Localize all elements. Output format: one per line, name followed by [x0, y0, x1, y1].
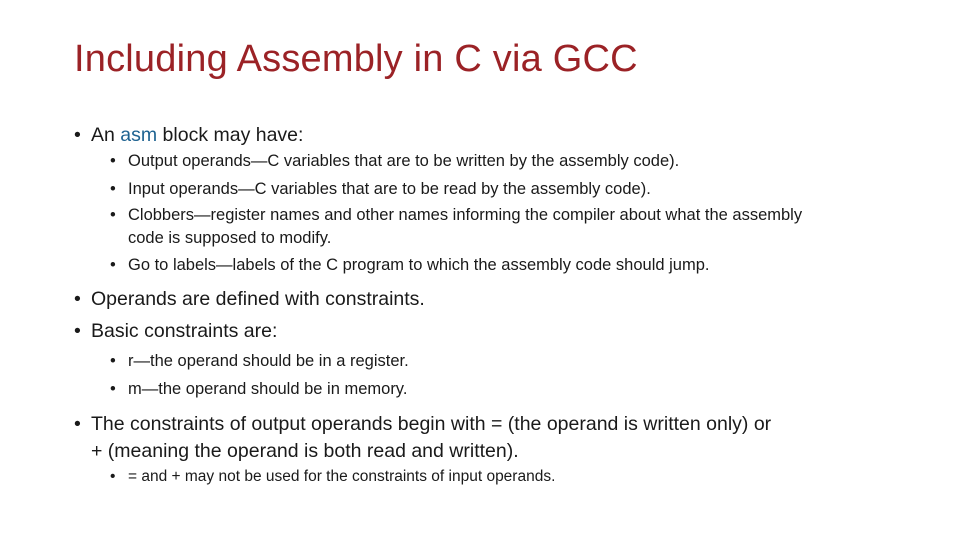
bullet-dot: •	[110, 152, 116, 170]
bullet-dot: •	[74, 320, 81, 342]
sub-bullet-text: code is supposed to modify.	[128, 229, 332, 247]
bullet-dot: •	[74, 288, 81, 310]
bullet-dot: •	[110, 206, 116, 224]
bullet-text-suffix: block may have:	[157, 124, 304, 146]
bullet-text: Operands are defined with constraints.	[91, 288, 425, 310]
sub-bullet-text: = and + may not be used for the constraints of input operands.	[128, 468, 556, 485]
sub-bullet-text: Input operands—C variables that are to be read by the assembly code).	[128, 180, 651, 198]
bullet-dot: •	[110, 380, 116, 398]
bullet-text: + (meaning the operand is both read and written).	[91, 440, 519, 462]
bullet-text: The constraints of output operands begin with = (the operand is written only) or	[91, 413, 772, 435]
bullet-dot: •	[110, 352, 116, 370]
bullet-text: Basic constraints are:	[91, 320, 278, 342]
bullet-dot: •	[74, 413, 81, 435]
bullet-dot: •	[74, 124, 81, 146]
sub-bullet-text: Go to labels—labels of the C program to which the assembly code should jump.	[128, 256, 710, 274]
bullet-dot: •	[110, 468, 116, 485]
slide-title: Including Assembly in C via GCC	[74, 38, 638, 80]
sub-bullet-text: r—the operand should be in a register.	[128, 352, 409, 370]
bullet-text-prefix: An	[91, 124, 121, 146]
asm-keyword: asm	[120, 124, 158, 146]
sub-bullet-text: m—the operand should be in memory.	[128, 380, 408, 398]
sub-bullet-text: Output operands—C variables that are to be written by the assembly code).	[128, 152, 680, 170]
sub-bullet-text: Clobbers—register names and other names informing the compiler about what the assembly	[128, 206, 803, 224]
bullet-dot: •	[110, 180, 116, 198]
bullet-dot: •	[110, 256, 116, 274]
